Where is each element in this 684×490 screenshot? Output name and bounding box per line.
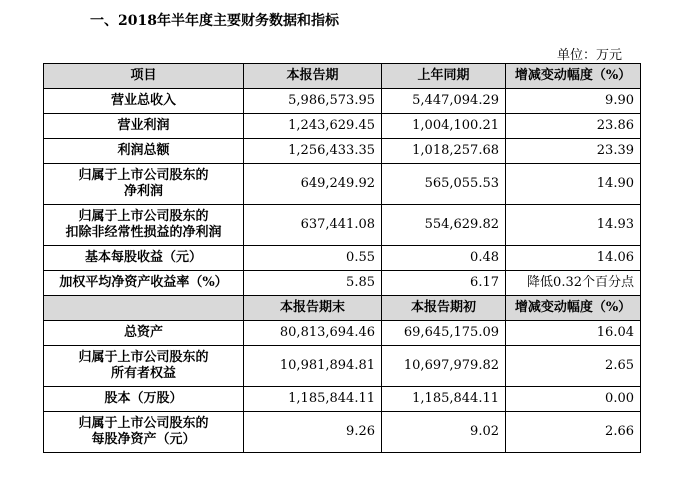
row-value: 23.86 <box>506 114 641 139</box>
row-label: 归属于上市公司股东的 所有者权益 <box>44 346 244 387</box>
row-label: 总资产 <box>44 321 244 346</box>
row-value: 9.90 <box>506 89 641 114</box>
table-row <box>44 139 641 164</box>
row-value: 0.55 <box>244 246 382 271</box>
row-value: 5,447,094.29 <box>382 89 506 114</box>
row-value: 5,986,573.95 <box>244 89 382 114</box>
header-row-balance <box>44 296 641 321</box>
row-value: 80,813,694.46 <box>244 321 382 346</box>
row-value: 降低0.32个百分点 <box>506 271 641 296</box>
unit-label: 单位：万元 <box>556 48 622 63</box>
column-header: 本报告期末 <box>244 296 382 321</box>
column-header: 上年同期 <box>382 64 506 89</box>
section-title: 一、2018年半年度主要财务数据和指标 <box>90 13 339 29</box>
row-value: 1,004,100.21 <box>382 114 506 139</box>
row-value: 5.85 <box>244 271 382 296</box>
row-value: 565,055.53 <box>382 164 506 205</box>
header-row-period <box>44 64 641 89</box>
table-row <box>44 412 641 453</box>
row-label: 基本每股收益（元） <box>44 246 244 271</box>
table-row <box>44 164 641 205</box>
column-header: 项目 <box>44 64 244 89</box>
row-value: 637,441.08 <box>244 205 382 246</box>
table-row <box>44 271 641 296</box>
column-header <box>44 296 244 321</box>
row-label: 加权平均净资产收益率（%） <box>44 271 244 296</box>
row-value: 1,185,844.11 <box>244 387 382 412</box>
row-label: 归属于上市公司股东的 净利润 <box>44 164 244 205</box>
column-header: 增减变动幅度（%） <box>506 64 641 89</box>
table-row <box>44 114 641 139</box>
row-value: 10,981,894.81 <box>244 346 382 387</box>
row-value: 0.00 <box>506 387 641 412</box>
row-value: 1,243,629.45 <box>244 114 382 139</box>
row-value: 554,629.82 <box>382 205 506 246</box>
row-value: 2.65 <box>506 346 641 387</box>
row-label: 归属于上市公司股东的 扣除非经常性损益的净利润 <box>44 205 244 246</box>
table-row <box>44 387 641 412</box>
row-value: 6.17 <box>382 271 506 296</box>
row-value: 14.90 <box>506 164 641 205</box>
row-label: 营业总收入 <box>44 89 244 114</box>
table-row <box>44 89 641 114</box>
row-value: 14.06 <box>506 246 641 271</box>
row-label: 归属于上市公司股东的 每股净资产（元） <box>44 412 244 453</box>
row-value: 10,697,979.82 <box>382 346 506 387</box>
column-header: 增减变动幅度（%） <box>506 296 641 321</box>
row-value: 23.39 <box>506 139 641 164</box>
row-label: 利润总额 <box>44 139 244 164</box>
column-header: 本报告期初 <box>382 296 506 321</box>
row-value: 9.02 <box>382 412 506 453</box>
table-row <box>44 246 641 271</box>
financial-table <box>43 63 641 453</box>
row-label: 股本（万股） <box>44 387 244 412</box>
column-header: 本报告期 <box>244 64 382 89</box>
row-label: 营业利润 <box>44 114 244 139</box>
table-row <box>44 346 641 387</box>
row-value: 16.04 <box>506 321 641 346</box>
row-value: 649,249.92 <box>244 164 382 205</box>
table-row <box>44 321 641 346</box>
table-row <box>44 205 641 246</box>
row-value: 0.48 <box>382 246 506 271</box>
row-value: 69,645,175.09 <box>382 321 506 346</box>
row-value: 2.66 <box>506 412 641 453</box>
row-value: 9.26 <box>244 412 382 453</box>
row-value: 1,256,433.35 <box>244 139 382 164</box>
row-value: 1,018,257.68 <box>382 139 506 164</box>
row-value: 1,185,844.11 <box>382 387 506 412</box>
row-value: 14.93 <box>506 205 641 246</box>
